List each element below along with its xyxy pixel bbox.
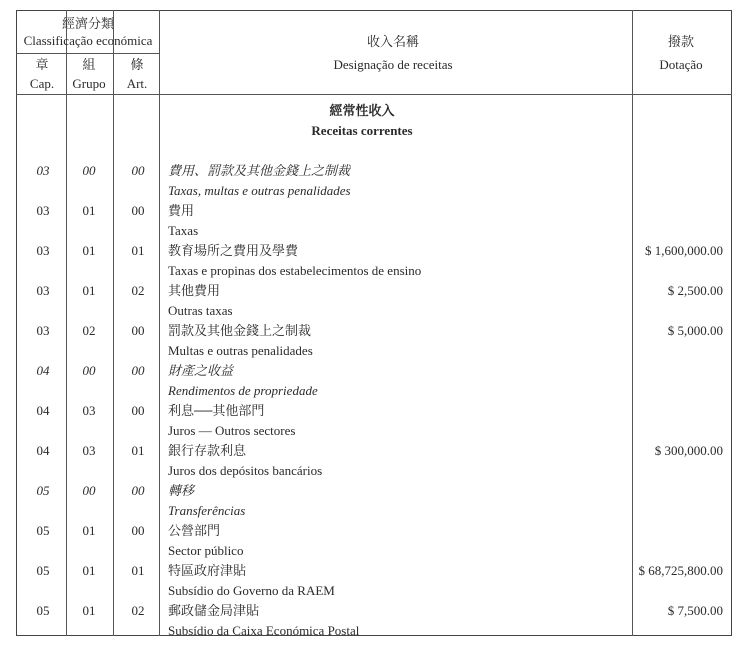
- grupo-cell: 01: [82, 283, 96, 298]
- table-row-subline: [0, 221, 752, 241]
- designation-zh: 其他費用: [168, 283, 221, 298]
- designation-pt: Subsídio da Caixa Económica Postal: [168, 623, 360, 638]
- grupo-cell: 01: [82, 523, 96, 538]
- designation-zh: 銀行存款利息: [168, 443, 247, 458]
- grupo-cell: 01: [82, 563, 96, 578]
- header-divider: [16, 94, 732, 95]
- art-cell: 00: [131, 363, 145, 378]
- table-row-subline: [0, 301, 752, 321]
- designation-pt: Taxas: [168, 223, 199, 238]
- cap-cell: 03: [36, 323, 50, 338]
- designation-zh: 郵政儲金局津貼: [168, 603, 260, 618]
- cap-cell: 05: [36, 603, 50, 618]
- table-row-subline: [0, 501, 752, 521]
- cap-cell: 04: [36, 443, 50, 458]
- cap-cell: 03: [36, 283, 50, 298]
- table-row: [0, 601, 752, 621]
- cap-header-pt: Cap.: [29, 76, 55, 91]
- cap-cell: 03: [36, 243, 50, 258]
- designation-zh: 轉移: [168, 483, 195, 498]
- art-cell: 00: [131, 523, 145, 538]
- art-cell: 02: [131, 283, 145, 298]
- table-row-subline: [0, 541, 752, 561]
- table-row-subline: [0, 181, 752, 201]
- amount-cell: $ 7,500.00: [667, 603, 723, 618]
- table-row: [0, 521, 752, 541]
- cap-cell: 03: [36, 163, 50, 178]
- grupo-header-zh: 組: [82, 57, 96, 72]
- amount-cell: $ 1,600,000.00: [645, 243, 723, 258]
- table-row: [0, 441, 752, 461]
- cap-cell: 04: [36, 403, 50, 418]
- grupo-cell: 01: [82, 603, 96, 618]
- designation-pt: Transferências: [168, 503, 246, 518]
- art-cell: 01: [131, 443, 145, 458]
- cap-cell: 05: [36, 523, 50, 538]
- header-subdivider: [16, 53, 160, 54]
- designation-zh: 費用: [168, 203, 195, 218]
- section-title-zh: 經常性收入: [329, 103, 395, 118]
- art-cell: 00: [131, 403, 145, 418]
- table-row: [0, 481, 752, 501]
- table-row: [0, 561, 752, 581]
- dotacao-header-zh: 撥款: [667, 34, 695, 49]
- table-row-subline: [0, 381, 752, 401]
- cap-cell: 05: [36, 563, 50, 578]
- art-cell: 01: [131, 243, 145, 258]
- dotacao-header-pt: Dotação: [659, 57, 703, 72]
- amount-cell: $ 2,500.00: [667, 283, 723, 298]
- designation-pt: Subsídio do Governo da RAEM: [168, 583, 335, 598]
- classificacao-header-pt: Classificação económica: [23, 33, 153, 48]
- grupo-cell: 00: [82, 163, 96, 178]
- designation-zh: 利息──其他部門: [168, 403, 265, 418]
- art-cell: 01: [131, 563, 145, 578]
- grupo-cell: 02: [82, 323, 96, 338]
- table-row-subline: [0, 421, 752, 441]
- art-header-pt: Art.: [126, 76, 148, 91]
- grupo-header-pt: Grupo: [72, 76, 106, 91]
- grupo-cell: 03: [82, 443, 96, 458]
- table-row: [0, 201, 752, 221]
- designation-pt: Taxas, multas e outras penalidades: [168, 183, 351, 198]
- amount-cell: $ 68,725,800.00: [638, 563, 723, 578]
- table-row-subline: [0, 581, 752, 601]
- cap-header-zh: 章: [35, 57, 49, 72]
- designation-zh: 教育場所之費用及學費: [168, 243, 299, 258]
- art-cell: 00: [131, 163, 145, 178]
- amount-cell: $ 300,000.00: [654, 443, 723, 458]
- designation-zh: 公營部門: [168, 523, 221, 538]
- cap-cell: 03: [36, 203, 50, 218]
- amount-cell: $ 5,000.00: [667, 323, 723, 338]
- art-cell: 00: [131, 323, 145, 338]
- table-row: [0, 361, 752, 381]
- designation-pt: Taxas e propinas dos estabelecimentos de ensino: [168, 263, 422, 278]
- grupo-cell: 01: [82, 203, 96, 218]
- designation-zh: 費用、罰款及其他金錢上之制裁: [168, 163, 351, 178]
- art-header-zh: 條: [130, 57, 144, 72]
- table-row: [0, 161, 752, 181]
- art-cell: 02: [131, 603, 145, 618]
- designation-zh: 特區政府津貼: [168, 563, 247, 578]
- grupo-cell: 03: [82, 403, 96, 418]
- table-row-subline: [0, 341, 752, 361]
- grupo-cell: 01: [82, 243, 96, 258]
- art-cell: 00: [131, 483, 145, 498]
- table-row-subline: [0, 621, 752, 641]
- table-row: [0, 241, 752, 261]
- designacao-header-zh: 收入名稱: [366, 34, 420, 49]
- section-title-pt: Receitas correntes: [311, 123, 413, 138]
- cap-cell: 05: [36, 483, 50, 498]
- cap-cell: 04: [36, 363, 50, 378]
- table-row: [0, 281, 752, 301]
- designation-pt: Sector público: [168, 543, 244, 558]
- designation-pt: Outras taxas: [168, 303, 233, 318]
- grupo-cell: 00: [82, 483, 96, 498]
- designation-pt: Juros dos depósitos bancários: [168, 463, 323, 478]
- designation-zh: 財產之收益: [168, 363, 234, 378]
- table-row: [0, 321, 752, 341]
- table-row-subline: [0, 261, 752, 281]
- designation-zh: 罰款及其他金錢上之制裁: [168, 323, 312, 338]
- table-row: [0, 401, 752, 421]
- designation-pt: Multas e outras penalidades: [168, 343, 313, 358]
- classificacao-header-zh: 經濟分類: [61, 16, 115, 31]
- grupo-cell: 00: [82, 363, 96, 378]
- designacao-header-pt: Designação de receitas: [333, 57, 453, 72]
- table-row-subline: [0, 461, 752, 481]
- designation-pt: Juros — Outros sectores: [168, 423, 296, 438]
- art-cell: 00: [131, 203, 145, 218]
- designation-pt: Rendimentos de propriedade: [168, 383, 318, 398]
